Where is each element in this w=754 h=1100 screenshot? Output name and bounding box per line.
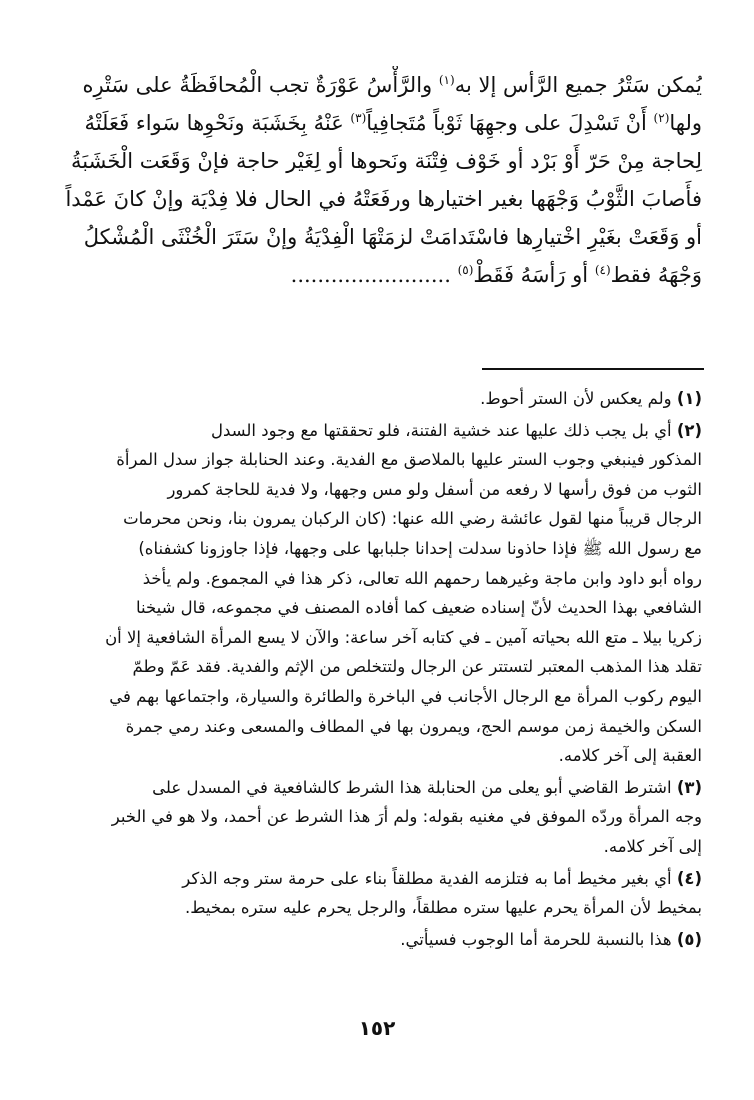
main-text: [62, 66, 702, 294]
footnote-line: المذكور فينبغي وجوب الستر عليها بالملاصق مع الفدية. وعند الحنابلة جواز سدل المرأة: [116, 450, 702, 470]
footnote-line: تقلد هذا المذهب المعتبر لتستتر عن الرجال ولتتخلص من الإثم والفدية. فقد عَمّ وطمّ: [132, 657, 702, 677]
footnote-line: بمخيط لأن المرأة يحرم عليها ستره مطلقاً، والرجل يحرم عليه ستره بمخيط.: [185, 898, 702, 918]
footnote-ref: (٥): [457, 263, 474, 277]
main-text-segment: عَنْهُ بِخَشَبَة ونَحْوِها سَواء فَعَلَتْهُ: [84, 111, 351, 135]
page-number: ١٥٢: [358, 1016, 396, 1040]
footnote-4: [62, 864, 702, 923]
continuation-dots: ........................: [290, 263, 451, 287]
main-text-line: لِحاجة مِنْ حَرّ أَوْ بَرْد أو خَوْف فِتْنَة ونَحوها أو لِغَيْر حاجة فإنْ وَقَعَت الْخَشَبَةُ: [71, 149, 702, 173]
footnote-line: [62, 864, 702, 894]
main-text-segment: أو رَأسَهُ فَقَطْ: [473, 263, 595, 287]
footnote-line: السكن والخيمة زمن موسم الحج، ويمرون بها في المطاف والمسعى وعند رمي جمرة: [125, 716, 702, 736]
main-text-line: [62, 256, 702, 294]
footnote-text: هذا بالنسبة للحرمة أما الوجوب فسيأتي.: [400, 929, 672, 949]
footnote-text: أي بل يجب ذلك عليها عند خشية الفتنة، فلو تحققتها مع وجود السدل: [211, 420, 672, 440]
footnote-1: [62, 384, 702, 414]
footnote-5: [62, 925, 702, 955]
footnote-line: [62, 925, 702, 955]
footnote-line: [62, 384, 702, 414]
footnote-3: [62, 773, 702, 862]
footnote-2: [62, 416, 702, 771]
footnote-line: وجه المرأة وردّه الموفق في مغنيه بقوله: ولم أرَ هذا الشرط عن أحمد، ولا هو في الخبر: [111, 807, 702, 827]
footnote-ref: (٢): [653, 111, 670, 125]
footnote-number: (٥): [676, 929, 702, 949]
footnote-text: ولم يعكس لأن الستر أحوط.: [480, 389, 672, 408]
footnote-line: الثوب من فوق رأسها لا رفعه من أسفل ولو مس وجهها، ولا فدية للحاجة كمرور: [167, 479, 702, 499]
footnote-ref: (١): [438, 73, 455, 87]
main-text-segment: والرَّأْسُ عَوْرَةٌ تجب الْمُحافَظَةُ على سَتْرِه: [82, 73, 439, 97]
footnote-line: الرجال قريباً منها لقول عائشة رضي الله عنها: (كان الركبان يمرون بنا، ونحن محرمات: [123, 509, 702, 529]
main-text-segment: يُمكن سَتْرُ جميع الرَّأس إلا به: [454, 73, 702, 97]
main-text-segment: ولها: [669, 111, 702, 135]
footnote-text: أي بغير مخيط أما به فتلزمه الفدية مطلقاً بناء على حرمة ستر وجه الذكر: [182, 868, 672, 888]
footnote-line: مع رسول الله ﷺ فإذا حاذونا سدلت إحدانا جلبابها على وجهها، فإذا جاوزونا كشفناه): [138, 538, 702, 558]
main-text-line: [62, 104, 702, 142]
footnote-number: (١): [676, 389, 702, 408]
footnote-line: إلى آخر كلامه.: [603, 836, 702, 856]
footnote-ref: (٣): [350, 111, 367, 125]
main-text-segment: أَنْ تَسْدِلَ على وجهِهَا ثَوْباً مُتَجافِياً: [366, 111, 654, 135]
footnote-text: اشترط القاضي أبو يعلى من الحنابلة هذا الشرط كالشافعية في المسدل على: [152, 777, 672, 797]
footnote-number: (٢): [676, 420, 702, 440]
footnote-number: (٣): [676, 777, 702, 797]
footnote-line: اليوم ركوب المرأة مع الرجال الأجانب في الباخرة والطائرة والسيارة، واجتماعها بهم في: [109, 686, 702, 706]
footnote-line: رواه أبو داود وابن ماجة وغيرهما رحمهم الله تعالى، ذكر هذا في المجموع. ولم يأخذ: [142, 568, 702, 588]
main-text-line: أو وَقَعَتْ بغَيْرِ اخْتيارِها فاسْتَدامَتْ لزمَتْهَا الْفِدْيَةُ وإنْ سَتَرَ الْخُنْثَى الْمُشْكلُ: [83, 225, 702, 249]
footnote-separator: [482, 368, 704, 370]
footnote-line: [62, 773, 702, 803]
main-text-line: فأَصابَ الثَّوْبُ وَجْهَها بغير اختيارها ورفَعَتْهُ في الحال فلا فِدْيَة وإنْ كانَ عَمْداً: [65, 187, 702, 211]
footnote-line: زكريا بيلا ـ متع الله بحياته آمين ـ في كتابه آخر ساعة: والآن لا يسع المرأة الشافعية إلا أن: [105, 627, 702, 647]
footnote-ref: (٤): [594, 263, 611, 277]
footnote-line: الشافعي بهذا الحديث لأنّ إسناده ضعيف كما أفاده المصنف في مجموعه، قال شيخنا: [135, 598, 702, 618]
footnotes-section: [62, 384, 702, 956]
footnote-number: (٤): [676, 868, 702, 888]
footnote-line: [62, 416, 702, 446]
main-text-segment: وَجْهَهُ فقط: [610, 263, 702, 287]
main-text-line: [62, 66, 702, 104]
footnote-line: العقبة إلى آخر كلامه.: [558, 746, 702, 766]
